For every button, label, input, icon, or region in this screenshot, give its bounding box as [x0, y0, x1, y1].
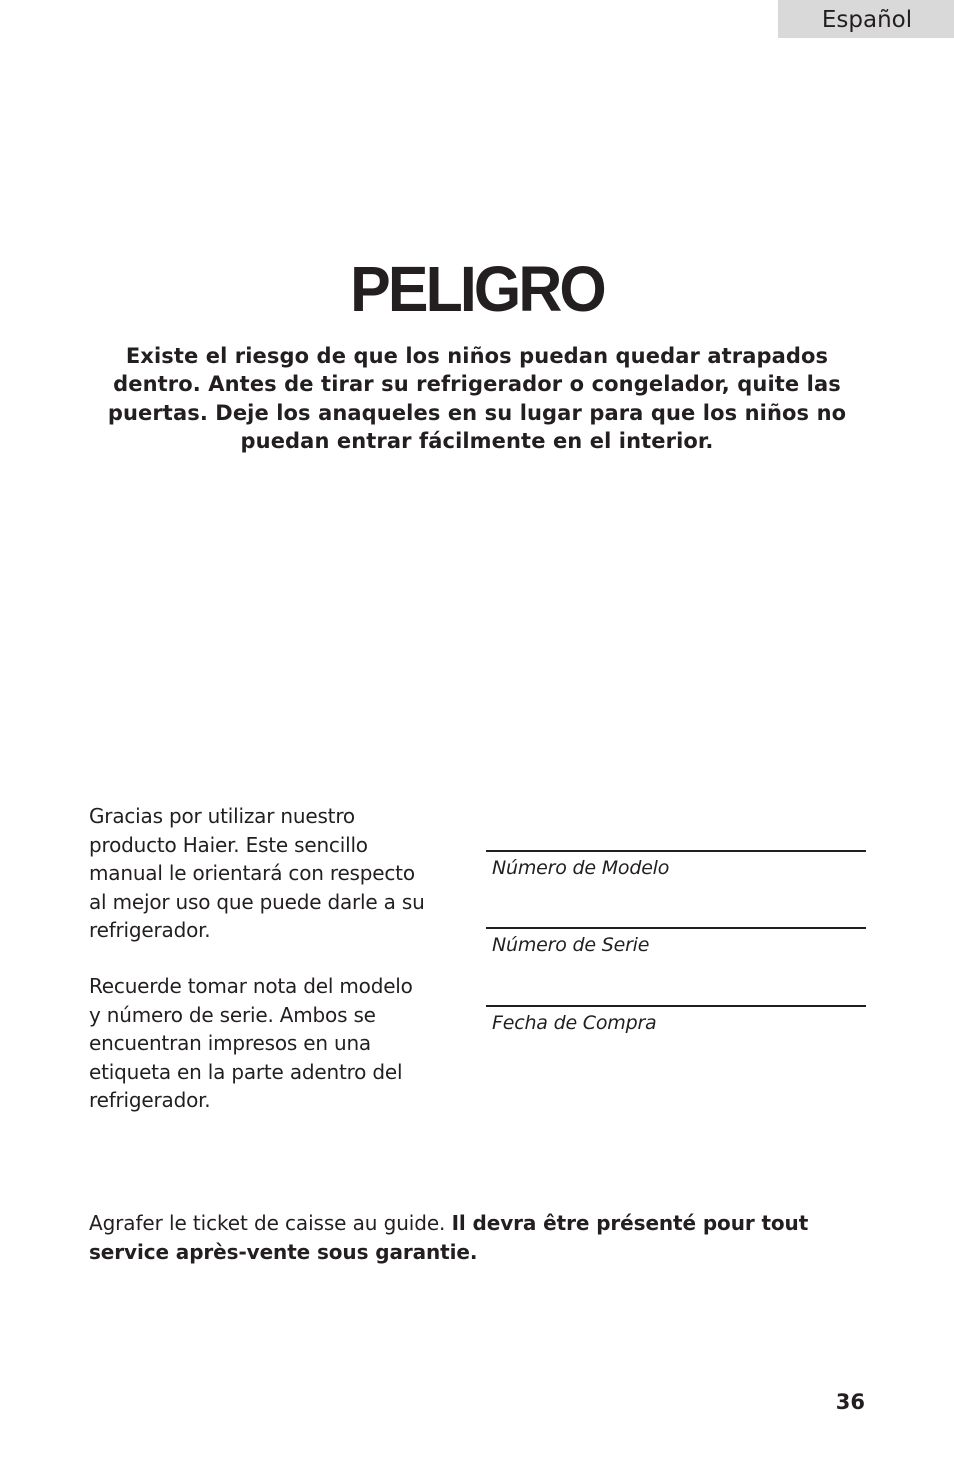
text-line: producto Haier. Este sencillo: [89, 832, 368, 857]
warning-line: puertas. Deje los anaqueles en su lugar para que los niños no: [107, 400, 847, 425]
receipt-bold-text-1: Il devra être présenté pour tout: [451, 1211, 809, 1235]
purchase-date-field: [486, 1005, 866, 1035]
intro-paragraph-record: [89, 972, 459, 1115]
receipt-bold-text-2: service après-vente sous garantie.: [89, 1239, 478, 1264]
text-line: Recuerde tomar nota del modelo: [89, 974, 413, 998]
text-line: refrigerador.: [89, 1088, 211, 1112]
warning-line: Existe el riesgo de que los niños puedan quedar atrapados: [125, 344, 829, 368]
serial-number-label: Número de Serie: [492, 934, 650, 956]
text-line: etiqueta en la parte adentro del: [89, 1059, 403, 1084]
warning-line: dentro. Antes de tirar su refrigerador o congelador, quite las: [113, 372, 841, 397]
text-line: y número de serie. Ambos se: [89, 1002, 376, 1027]
page-title: PELIGRO: [350, 253, 604, 325]
model-number-field: [486, 850, 866, 880]
model-number-label: Número de Modelo: [492, 857, 670, 879]
text-line: al mejor uso que puede darle a su: [89, 889, 425, 914]
text-line: Gracias por utilizar nuestro: [89, 804, 355, 828]
text-line: encuentran impresos en una: [89, 1031, 371, 1055]
purchase-date-label: Fecha de Compra: [492, 1012, 657, 1034]
danger-warning: [88, 342, 866, 455]
serial-number-field: [486, 927, 866, 957]
page-number: 36: [835, 1390, 865, 1414]
intro-paragraph-thanks: [89, 802, 459, 945]
text-line: manual le orientará con respecto: [89, 861, 415, 885]
text-line: refrigerador.: [89, 918, 211, 942]
warning-line: puedan entrar fácilmente en el interior.: [240, 428, 714, 453]
receipt-note: [89, 1209, 879, 1266]
language-tab: Español: [778, 0, 954, 38]
receipt-normal-text: Agrafer le ticket de caisse au guide.: [89, 1211, 452, 1235]
